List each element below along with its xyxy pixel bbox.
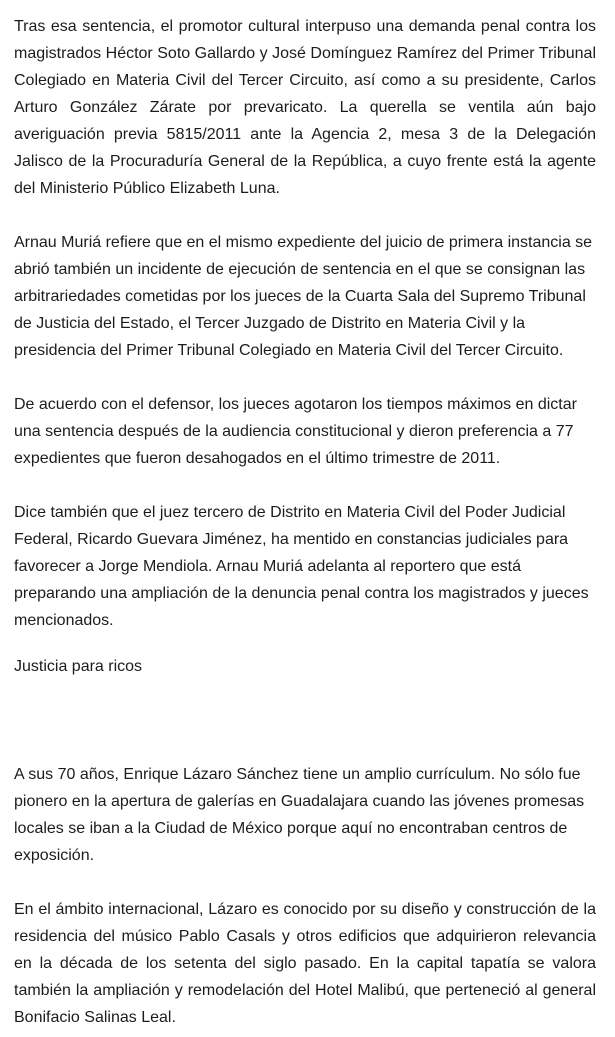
- paragraph-ambito-internacional: En el ámbito internacional, Lázaro es conocido por su diseño y construcción de la residencia del músico Pablo Casals y otros edificios que adquirieron relevancia en la década de los setenta del siglo pasado. En la capital tapatía se valora también la ampliación y remodelación del Hotel Malibú, que perteneció al general Bonifacio Salinas Leal.: [14, 901, 596, 1026]
- paragraph-demanda-penal: Tras esa sentencia, el promotor cultural interpuso una demanda penal contra los magistrados Héctor Soto Gallardo y José Domínguez Ramírez del Primer Tribunal Colegiado en Materia Civil del Tercer Circuito, así como a su presidente, Carlos Arturo González Zárate por prevaricato. La querella se ventila aún bajo averiguación previa 5815/2011 ante la Agencia 2, mesa 3 de la Delegación Jalisco de la Procuraduría General de la República, a cuyo frente está la agente del Ministerio Público Elizabeth Luna.: [14, 18, 596, 197]
- paragraph-enrique-lazaro: A sus 70 años, Enrique Lázaro Sánchez tiene un amplio currículum. No sólo fue pionero en la apertura de galerías en Guadalajara cuando las jóvenes promesas locales se iban a la Ciudad de México porque aquí no encontraban centros de exposición.: [14, 766, 585, 864]
- paragraph-incidente-ejecucion: Arnau Muriá refiere que en el mismo expediente del juicio de primera instancia se abrió también un incidente de ejecución de sentencia en el que se consignan las arbitrariedades cometidas por los jueces de la Cuarta Sala del Supremo Tribunal de Justicia del Estado, el Tercer Juzgado de Distrito en Materia Civil y la presidencia del Primer Tribunal Colegiado en Materia Civil del Tercer Circuito.: [14, 234, 593, 359]
- section-heading-justicia-para-ricos: Justicia para ricos: [14, 658, 143, 675]
- paragraph-juez-tercero: Dice también que el juez tercero de Distrito en Materia Civil del Poder Judicial Federal, Ricardo Guevara Jiménez, ha mentido en constancias judiciales para favorecer a Jorge Mendiola. Arnau Muriá adelanta al reportero que está preparando una ampliación de la denuncia penal contra los magistrados y jueces mencionados.: [14, 504, 589, 629]
- paragraph-tiempos-maximos: De acuerdo con el defensor, los jueces agotaron los tiempos máximos en dictar una sentencia después de la audiencia constitucional y dieron preferencia a 77 expedientes que fueron desahogados en el último trimestre de 2011.: [14, 396, 577, 467]
